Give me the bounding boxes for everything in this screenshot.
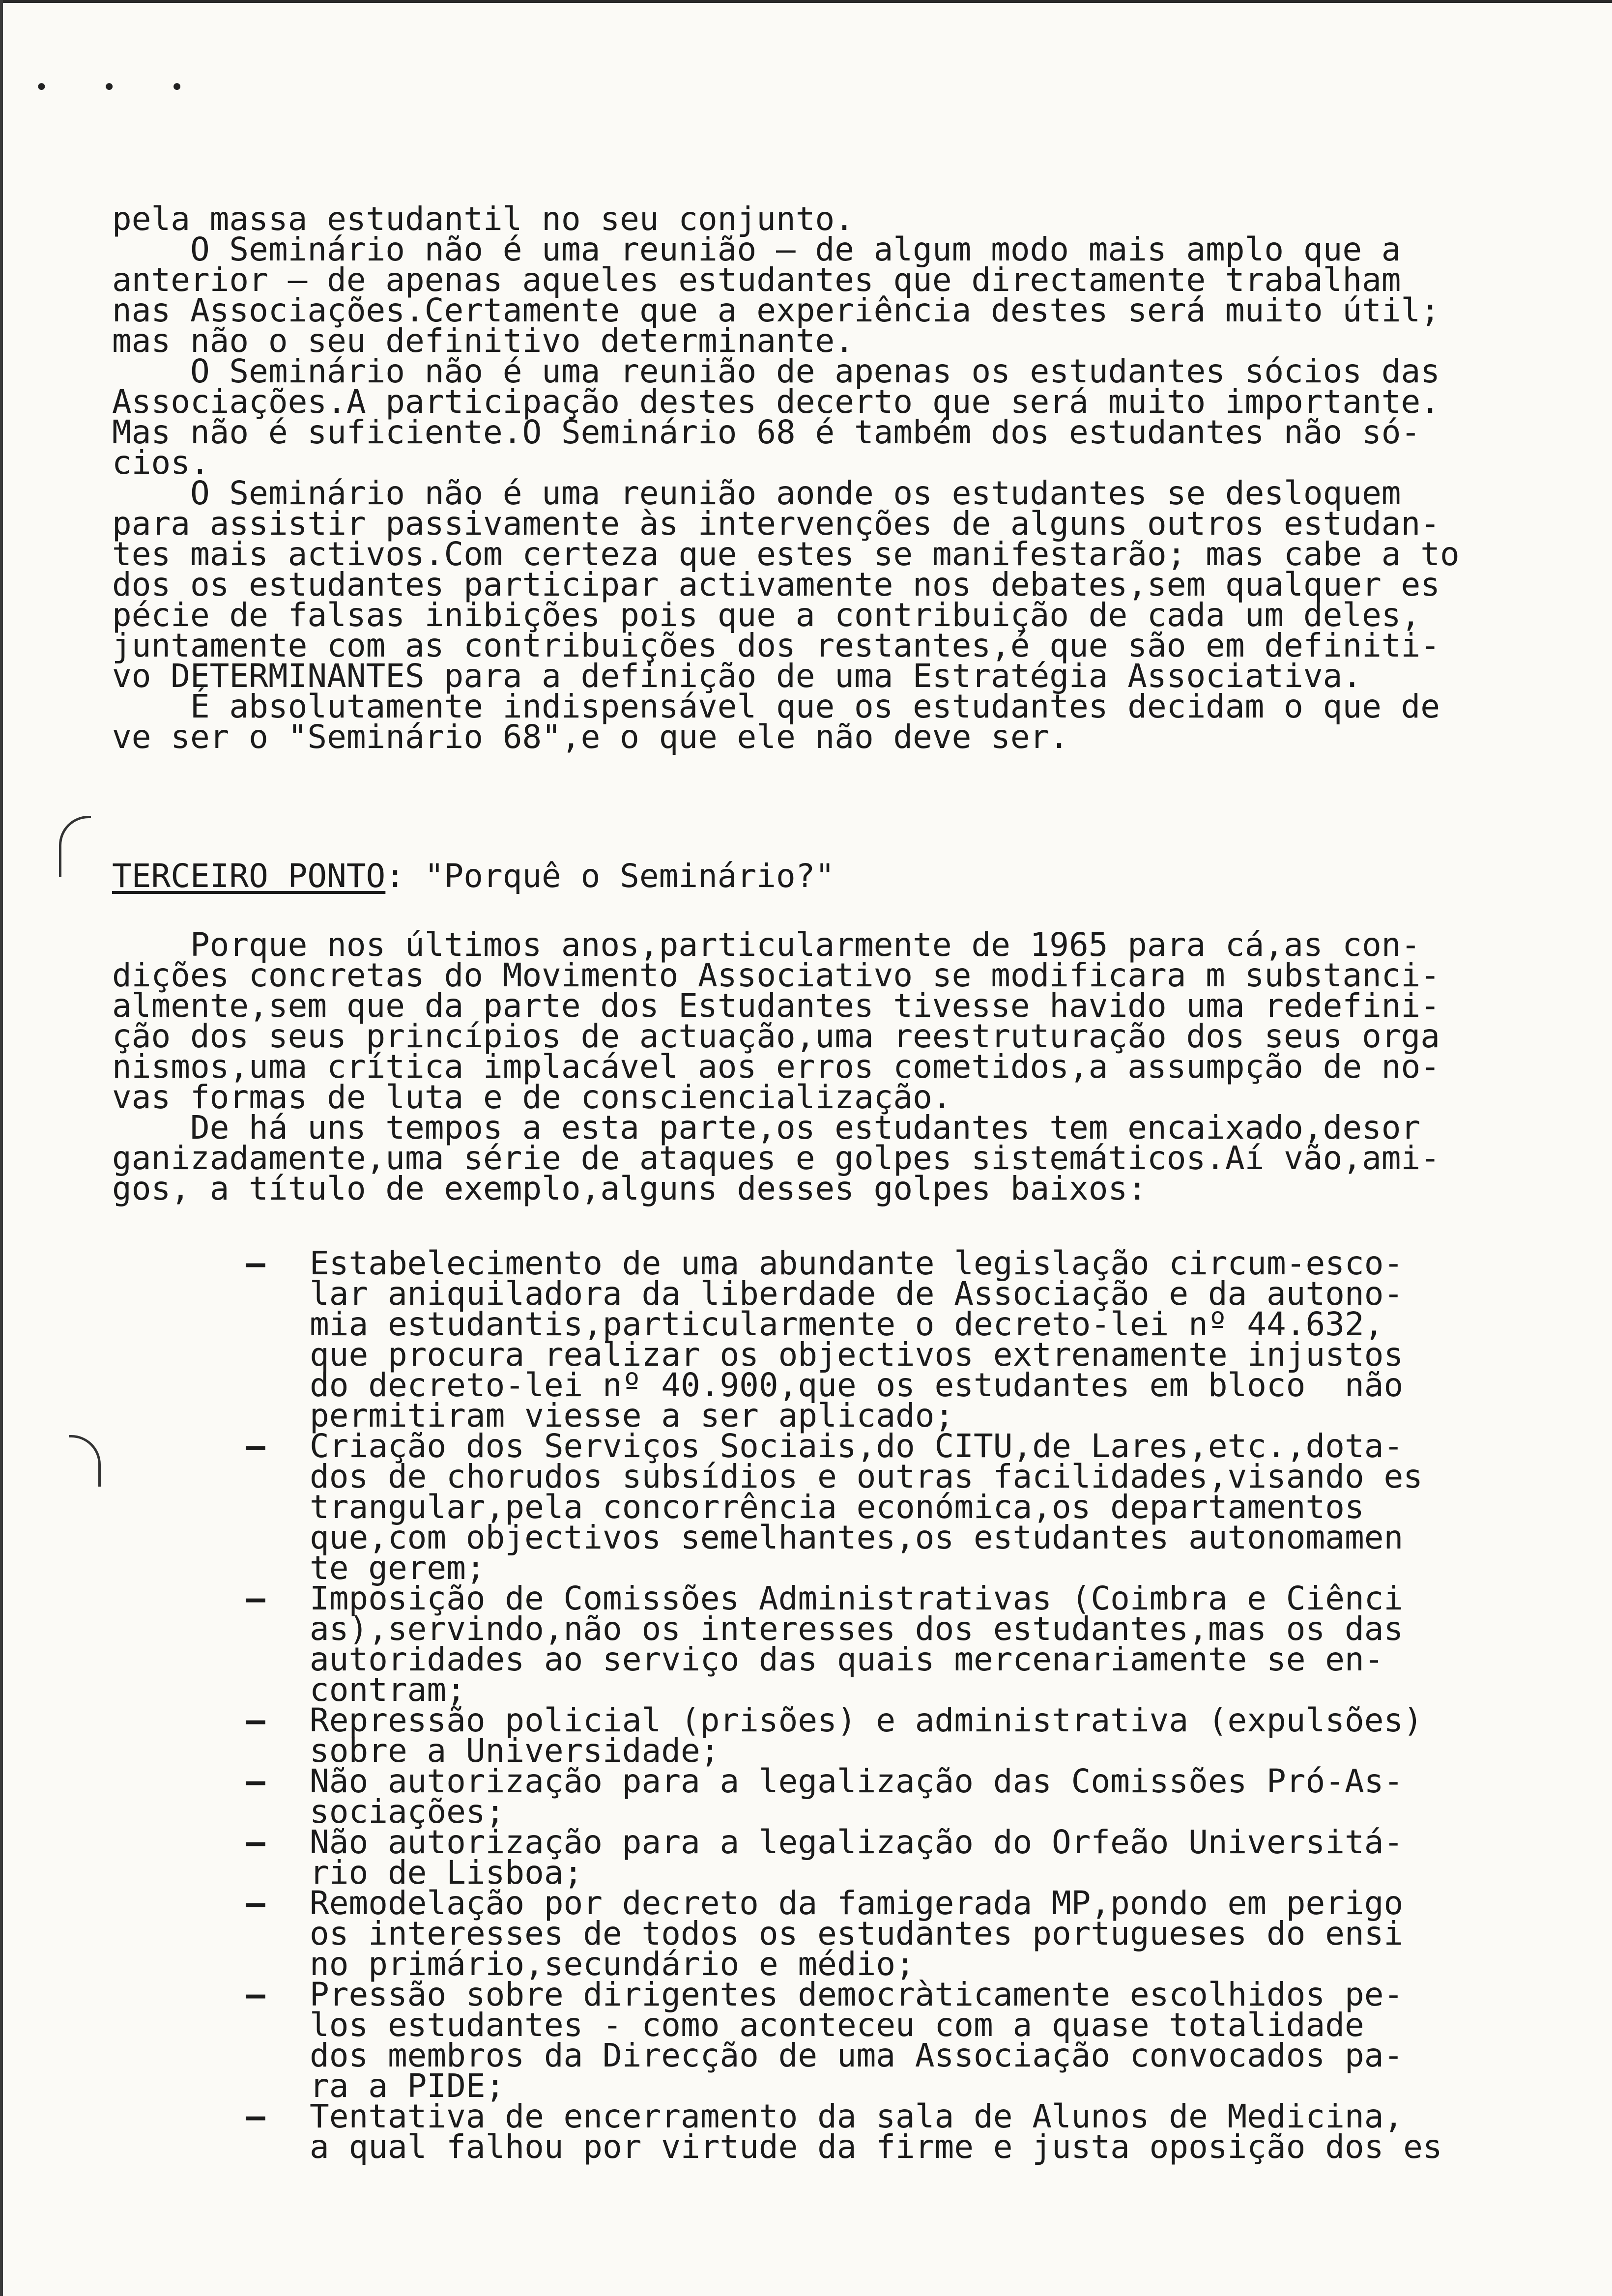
dash-bullet: —: [246, 1823, 265, 1861]
list-item-text: Tentativa de encerramento da sala de Alunos de Medicina, a qual falhou por virtude da firme e justa oposição dos es: [310, 2097, 1442, 2166]
list-item: [246, 1579, 1504, 1709]
list-item: [246, 1976, 1504, 2105]
page-edge-top: [0, 0, 1612, 3]
list-item-text: Não autorização para a legalização das Comissões Pró-As- sociações;: [310, 1762, 1404, 1831]
dash-bullet: —: [246, 1579, 265, 1617]
list-item: [246, 2097, 1504, 2166]
bullet-list: [246, 1244, 1504, 2166]
dash-bullet: —: [246, 2097, 265, 2135]
section-heading: [112, 857, 835, 895]
dash-bullet: —: [246, 1701, 265, 1739]
dash-bullet: —: [246, 1244, 265, 1282]
body-paragraphs: Porque nos últimos anos,particularmente de 1965 para cá,as con- dições concretas do Movimento Associativo se modificara m substanci- almente,sem que da parte dos Estudantes tivesse havido uma redefini- ção dos seus princípios de actuação,uma reestruturação dos seus orga nismos,uma crítica implacável aos erros cometidos,a assumpção de no- vas formas de luta e de consciencialização. De há uns tempos a esta parte,os estudantes tem encaixado,desor ganizadamente,uma série de ataques e golpes sistemáticos.Aí vão,ami- gos, a título de exemplo,alguns desses golpes baixos:: [112, 926, 1440, 1207]
handwritten-hook-mark: [69, 1435, 101, 1487]
list-item: [246, 1823, 1504, 1892]
list-item: [246, 1244, 1504, 1435]
list-item-text: Repressão policial (prisões) e administrativa (expulsões) sobre a Universidade;: [310, 1701, 1423, 1770]
dash-bullet: —: [246, 1976, 265, 2013]
section-heading-title: : "Porquê o Seminário?": [385, 857, 835, 895]
dash-bullet: —: [246, 1427, 265, 1465]
list-item: [246, 1762, 1504, 1831]
page-marks: • • •: [34, 74, 204, 101]
section-heading-label: TERCEIRO PONTO: [112, 857, 386, 895]
list-item-text: Pressão sobre dirigentes democràticamente escolhidos pe- los estudantes - como aconteceu com a quase totalidade dos membros da Direcção de uma Associação convocados pa- ra a PIDE;: [310, 1976, 1404, 2105]
list-item-text: Remodelação por decreto da famigerada MP,pondo em perigo os interesses de todos os estudantes portugueses do ensi no primário,secundário e médio;: [310, 1884, 1404, 1983]
dash-bullet: —: [246, 1884, 265, 1922]
page-edge-left: [0, 0, 3, 2296]
intro-paragraphs: pela massa estudantil no seu conjunto. O Seminário não é uma reunião — de algum modo mais amplo que a anterior — de apenas aqueles estudantes que directamente trabalham nas Associações.Certamente que a experiência destes será muito útil; mas não o seu definitivo determinante. O Seminário não é uma reunião de apenas os estudantes sócios das Associações.A participação destes decerto que será muito importante. Mas não é suficiente.O Seminário 68 é também dos estudantes não só- cios. O Seminário não é uma reunião aonde os estudantes se desloquem para assistir passivamente às intervenções de alguns outros estudan- tes mais activos.Com certeza que estes se manifestarão; mas cabe a to dos os estudantes participar activamente nos debates,sem qualquer es pécie de falsas inibições pois que a contribuição de cada um deles, juntamente com as contribuições dos restantes,é que são em definiti- vo DETERMINANTES para a definição de uma Estratégia Associativa. É absolutamente indispensável que os estudantes decidam o que de ve ser o "Seminário 68",e o que ele não deve ser.: [112, 200, 1460, 756]
dash-bullet: —: [246, 1762, 265, 1800]
list-item: [246, 1884, 1504, 1983]
list-item: [246, 1427, 1504, 1587]
list-item-text: Não autorização para a legalização do Orfeão Universitá- rio de Lisboa;: [310, 1823, 1404, 1892]
list-item-text: Estabelecimento de uma abundante legislação circum-esco- lar aniquiladora da liberdade de Associação e da autono- mia estudantis,particularmente o decreto-lei nº 44.632, que procura realizar os objectivos extrenamente injustos do decreto-lei nº 40.900,que os estudantes em bloco não permitiram viesse a ser aplicado;: [310, 1244, 1404, 1435]
handwritten-bracket-mark: [59, 816, 91, 877]
list-item-text: Criação dos Serviços Sociais,do CITU,de Lares,etc.,dota- dos de chorudos subsídios e outras facilidades,visando es trangular,pela concorrência económica,os departamentos que,com objectivos semelhantes,os estudantes autonomamen te gerem;: [310, 1427, 1423, 1587]
list-item: [246, 1701, 1504, 1770]
list-item-text: Imposição de Comissões Administrativas (Coimbra e Ciênci as),servindo,não os interesses dos estudantes,mas os das autoridades ao serviço das quais mercenariamente se en- contram;: [310, 1579, 1404, 1709]
